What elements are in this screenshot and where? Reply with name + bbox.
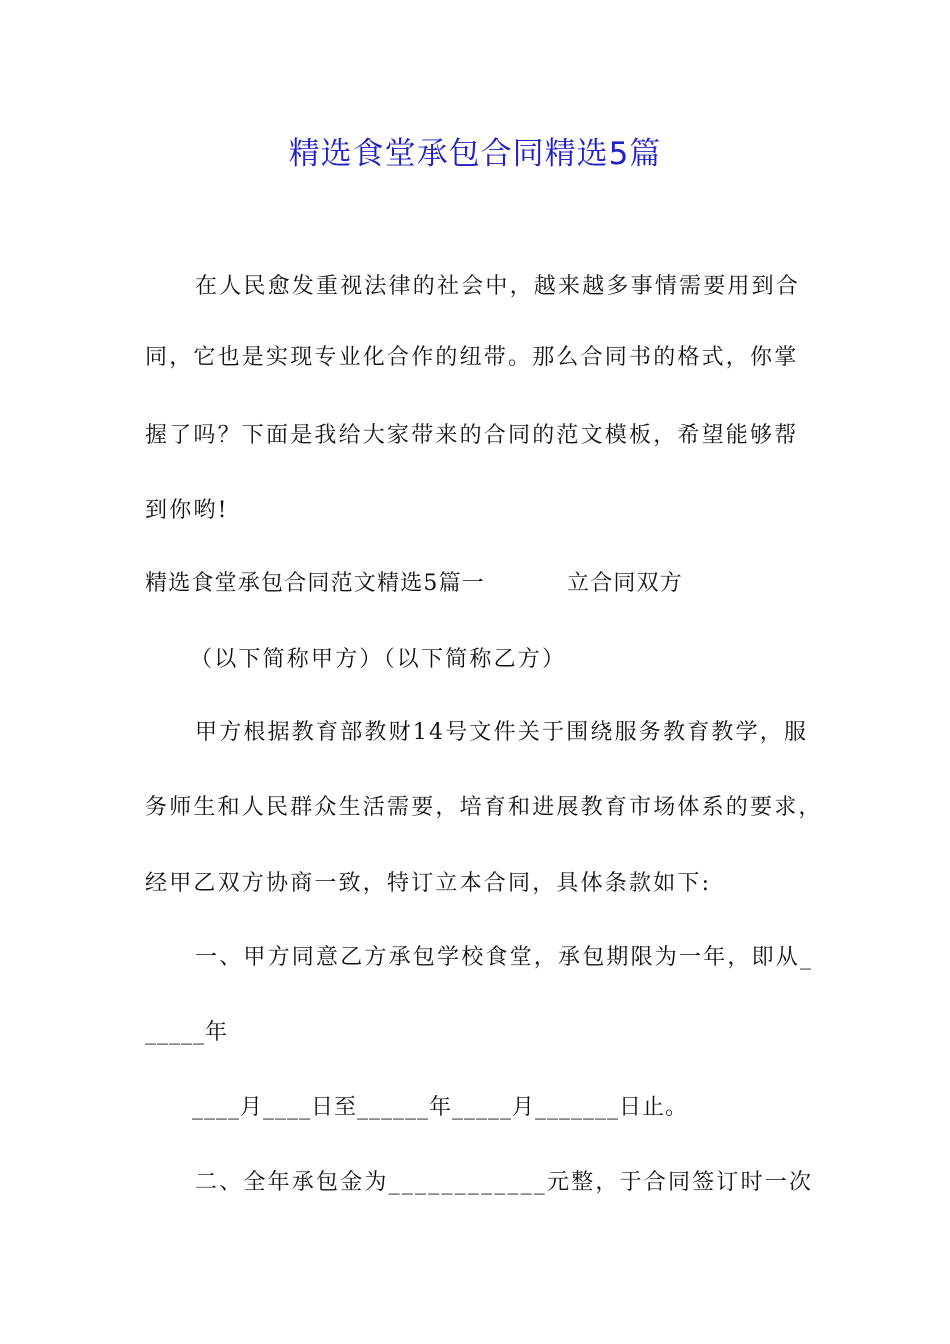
clause1-line-1: 一、甲方同意乙方承包学校食堂，承包期限为一年，即从_ xyxy=(195,945,814,970)
intro-line-1: 在人民愈发重视法律的社会中，越来越多事情需要用到合 xyxy=(195,274,801,299)
section-heading-tail: 立合同双方 xyxy=(567,571,684,596)
section-heading xyxy=(145,569,683,599)
intro-line-3: 握了吗？下面是我给大家带来的合同的范文模板，希望能够帮 xyxy=(145,423,799,448)
clause1-line-2: _____年 xyxy=(145,1020,229,1045)
intro-line-4: 到你哟! xyxy=(145,498,229,523)
body-line-3: 经甲乙双方协商一致，特订立本合同，具体条款如下: xyxy=(145,871,712,896)
document-title: 精选食堂承包合同精选5篇 xyxy=(288,136,662,172)
parties-line: （以下简称甲方）（以下简称乙方） xyxy=(190,647,567,672)
clause2-line: 二、全年承包金为____________元整，于合同签订时一次 xyxy=(195,1170,814,1195)
body-line-1: 甲方根据教育部教财14号文件关于围绕服务教育教学，服 xyxy=(195,720,809,745)
body-line-2: 务师生和人民群众生活需要，培育和进展教育市场体系的要求， xyxy=(145,795,823,820)
section-heading-text: 精选食堂承包合同范文精选5篇一 xyxy=(145,571,485,596)
intro-line-2: 同，它也是实现专业化合作的纽带。那么合同书的格式，你掌 xyxy=(145,345,799,370)
clause1-line-3: ____月____日至______年_____月_______日止。 xyxy=(192,1095,689,1120)
